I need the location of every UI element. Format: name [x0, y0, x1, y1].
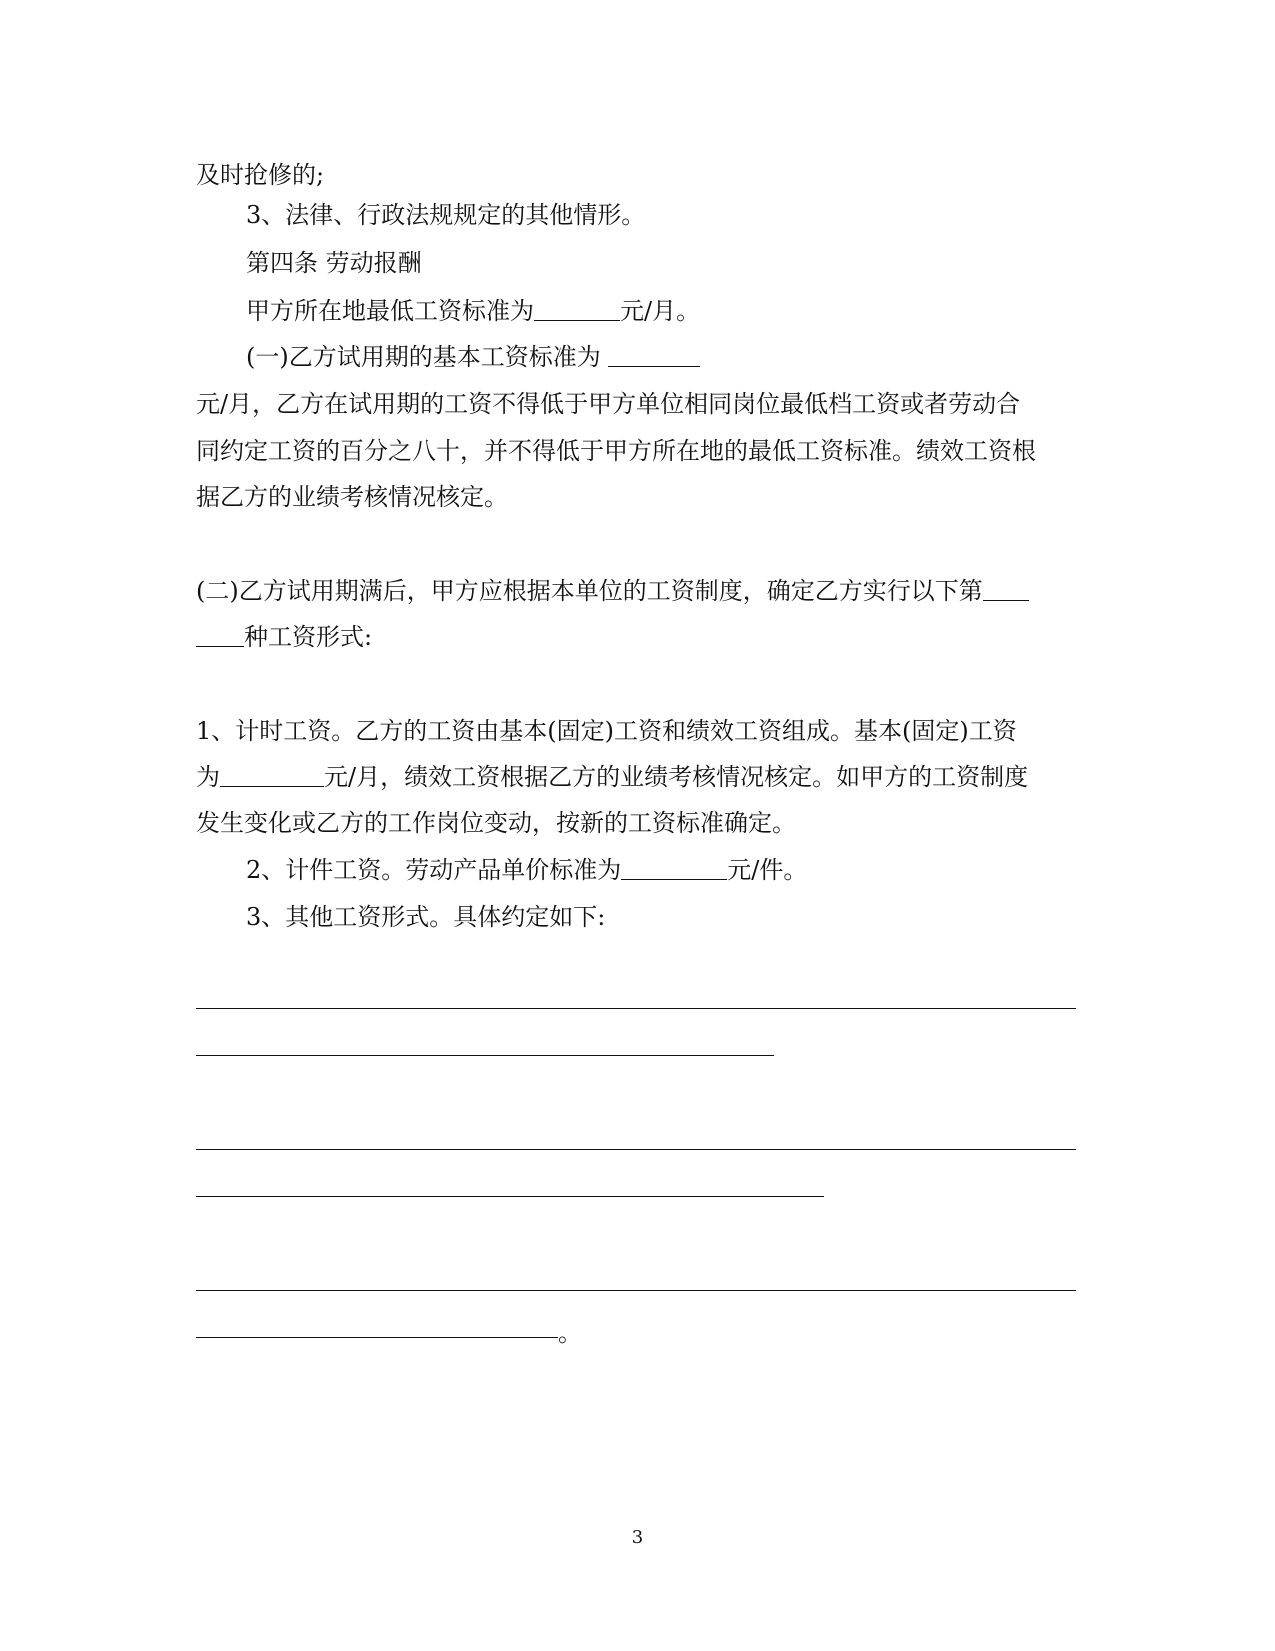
- list-item-3-law: 3、法律、行政法规规定的其他情形。: [246, 201, 646, 229]
- fill-blank: [983, 578, 1029, 601]
- piece-wage-line: 2、计件工资。劳动产品单价标准为 元/件。: [246, 856, 808, 884]
- text-line: 发生变化或乙方的工作岗位变动，按新的工资标准确定。: [196, 809, 796, 837]
- text-line: 据乙方的业绩考核情况核定。: [196, 483, 508, 511]
- wage-form-line-cont: 种工资形式:: [196, 622, 372, 652]
- text-line: 元/月，乙方在试用期的工资不得低于甲方单位相同岗位最低档工资或者劳动合: [196, 390, 1021, 418]
- fill-blank: [608, 344, 700, 367]
- minimum-wage-line: 甲方所在地最低工资标准为 元/月。: [246, 297, 701, 325]
- other-wage-line: 3、其他工资形式。具体约定如下:: [246, 903, 606, 931]
- text-line: 为 元/月，绩效工资根据乙方的业绩考核情况核定。如甲方的工资制度: [196, 763, 1029, 791]
- fill-line: [196, 1149, 1076, 1150]
- text-line: 同约定工资的百分之八十，并不得低于甲方所在地的最低工资标准。绩效工资根: [196, 437, 1036, 465]
- fill-line: [196, 1196, 824, 1197]
- fill-line: [196, 1055, 774, 1056]
- article-4-heading: 第四条 劳动报酬: [246, 249, 422, 277]
- text-line: 及时抢修的;: [196, 161, 325, 189]
- fill-blank: [196, 624, 244, 647]
- fill-line: [196, 1008, 1076, 1009]
- fill-line: [196, 1290, 1076, 1291]
- fill-blank: [534, 298, 620, 321]
- fill-blank: [220, 764, 324, 787]
- hourly-wage-line: 1、计时工资。乙方的工资由基本(固定)工资和绩效工资组成。基本(固定)工资: [196, 717, 1017, 745]
- end-period: 。: [558, 1319, 582, 1347]
- fill-line: [196, 1337, 558, 1338]
- wage-form-line: (二)乙方试用期满后，甲方应根据本单位的工资制度，确定乙方实行以下第: [196, 576, 1029, 606]
- fill-blank: [621, 857, 727, 880]
- probation-wage-line: (一)乙方试用期的基本工资标准为: [246, 342, 700, 372]
- page-number: 3: [631, 1527, 644, 1548]
